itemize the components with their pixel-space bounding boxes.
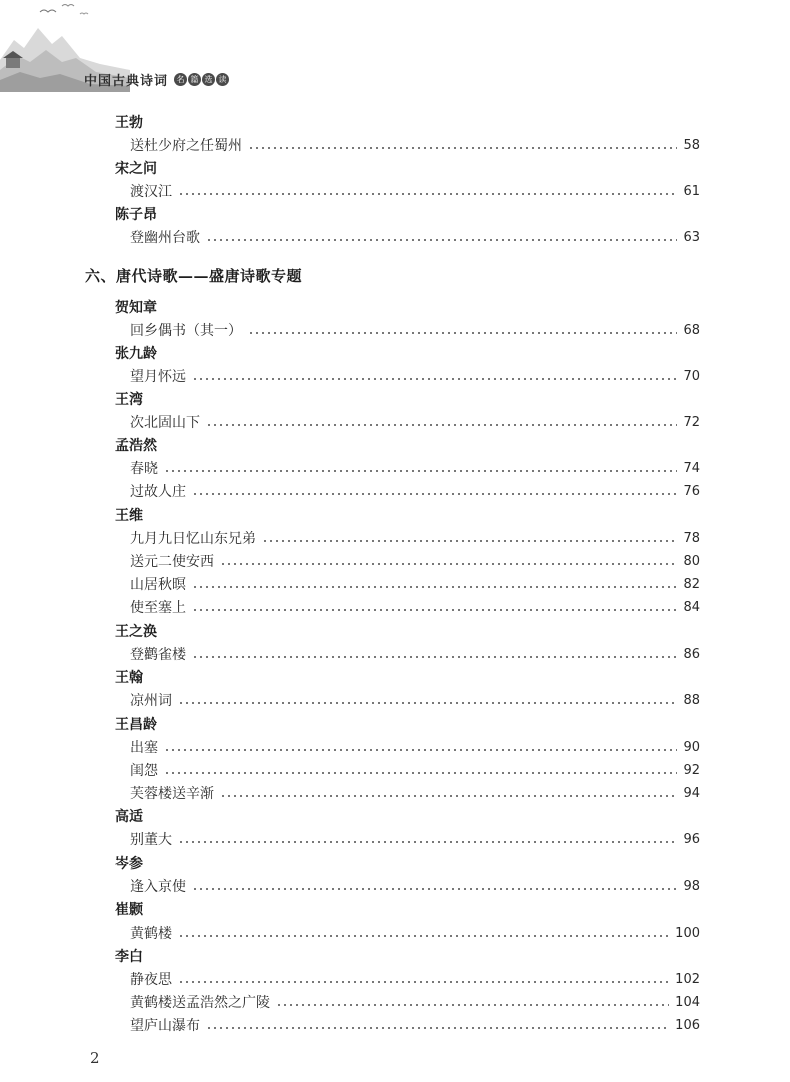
toc-entry-page: 72 — [683, 415, 700, 430]
toc-entry[interactable] — [130, 414, 700, 432]
toc-entry[interactable] — [130, 322, 700, 340]
dot-leader — [178, 702, 677, 704]
seal-char: 选 — [202, 73, 215, 86]
toc-entry-page: 94 — [683, 786, 700, 801]
toc-entry-title: 山居秋暝 — [130, 577, 186, 593]
toc-entry-page: 96 — [683, 832, 700, 847]
toc-entry-page: 76 — [683, 484, 700, 499]
toc-entry-title: 使至塞上 — [130, 600, 186, 616]
toc-entry-title: 黄鹤楼送孟浩然之广陵 — [130, 995, 270, 1011]
toc-entry-title: 闺怨 — [130, 763, 158, 779]
toc-entry-title: 别董大 — [130, 832, 172, 848]
toc-entry[interactable] — [130, 137, 700, 155]
toc-entry-title: 芙蓉楼送辛渐 — [130, 786, 214, 802]
toc-author: 贺知章 — [115, 300, 157, 316]
toc-entry-page: 74 — [683, 461, 700, 476]
toc-author: 王翰 — [115, 670, 143, 686]
dot-leader — [192, 656, 677, 658]
toc-entry[interactable] — [130, 483, 700, 501]
toc-author: 岑参 — [115, 856, 143, 872]
toc-entry-title: 回乡偶书（其一） — [130, 323, 242, 339]
dot-leader — [192, 378, 677, 380]
toc-entry[interactable] — [130, 599, 700, 617]
toc-entry-title: 送杜少府之任蜀州 — [130, 138, 242, 154]
toc-author: 宋之问 — [115, 161, 157, 177]
dot-leader — [276, 1004, 669, 1006]
toc-entry-title: 九月九日忆山东兄弟 — [130, 531, 256, 547]
dot-leader — [178, 841, 677, 843]
toc-entry-page: 63 — [683, 230, 700, 245]
toc-author: 王维 — [115, 508, 143, 524]
toc-entry-title: 静夜思 — [130, 972, 172, 988]
toc-entry-page: 86 — [683, 647, 700, 662]
book-title: 中国古典诗词 — [84, 73, 169, 89]
seal-char: 名 — [174, 73, 187, 86]
toc-entry-page: 100 — [675, 926, 700, 941]
toc-entry-title: 出塞 — [130, 740, 158, 756]
dot-leader — [192, 888, 677, 890]
toc-entry-page: 104 — [675, 995, 700, 1010]
toc-entry-page: 102 — [675, 972, 700, 987]
toc-entry-title: 渡汉江 — [130, 184, 172, 200]
toc-entry[interactable] — [130, 553, 700, 571]
seal-group — [174, 73, 229, 86]
toc-entry-page: 78 — [683, 531, 700, 546]
toc-entry-title: 凉州词 — [130, 693, 172, 709]
toc-author: 高适 — [115, 809, 143, 825]
dot-leader — [164, 772, 677, 774]
toc-entry-title: 黄鹤楼 — [130, 926, 172, 942]
toc-entry-title: 春晓 — [130, 461, 158, 477]
dot-leader — [192, 586, 677, 588]
dot-leader — [178, 981, 669, 983]
toc-entry-page: 80 — [683, 554, 700, 569]
toc-entry[interactable] — [130, 925, 700, 943]
toc-entry-title: 过故人庄 — [130, 484, 186, 500]
toc-author: 王之涣 — [115, 624, 157, 640]
toc-entry-page: 61 — [683, 184, 700, 199]
seal-char: 读 — [216, 73, 229, 86]
toc-entry[interactable] — [130, 785, 700, 803]
toc-entry-page: 92 — [683, 763, 700, 778]
dot-leader — [206, 1027, 669, 1029]
toc-author: 张九龄 — [115, 346, 157, 362]
toc-author: 王勃 — [115, 115, 143, 131]
toc-author: 陈子昂 — [115, 207, 157, 223]
toc-entry-page: 70 — [683, 369, 700, 384]
toc-entry[interactable] — [130, 831, 700, 849]
toc-entry-page: 58 — [683, 138, 700, 153]
toc-entry-title: 送元二使安西 — [130, 554, 214, 570]
toc-entry[interactable] — [130, 530, 700, 548]
dot-leader — [248, 332, 677, 334]
toc-entry[interactable] — [130, 971, 700, 989]
toc-entry[interactable] — [130, 739, 700, 757]
toc-entry-title: 望月怀远 — [130, 369, 186, 385]
page-number: 2 — [90, 1049, 100, 1067]
dot-leader — [192, 609, 677, 611]
dot-leader — [164, 749, 677, 751]
dot-leader — [206, 239, 677, 241]
toc-author: 崔颢 — [115, 902, 143, 918]
dot-leader — [178, 193, 677, 195]
section-heading: 六、唐代诗歌——盛唐诗歌专题 — [85, 267, 303, 285]
toc-entry[interactable] — [130, 460, 700, 478]
toc-entry[interactable] — [130, 229, 700, 247]
toc-author: 王昌龄 — [115, 717, 157, 733]
dot-leader — [164, 470, 677, 472]
toc-entry-page: 88 — [683, 693, 700, 708]
dot-leader — [178, 935, 669, 937]
toc-entry[interactable] — [130, 1017, 700, 1035]
toc-entry[interactable] — [130, 646, 700, 664]
toc-author: 孟浩然 — [115, 438, 157, 454]
dot-leader — [262, 540, 677, 542]
toc-entry[interactable] — [130, 878, 700, 896]
dot-leader — [206, 424, 677, 426]
toc-entry[interactable] — [130, 368, 700, 386]
toc-entry-title: 逢入京使 — [130, 879, 186, 895]
toc-entry-page: 82 — [683, 577, 700, 592]
dot-leader — [248, 147, 677, 149]
toc-entry-title: 登幽州台歌 — [130, 230, 200, 246]
dot-leader — [220, 795, 677, 797]
dot-leader — [220, 563, 677, 565]
toc-entry[interactable] — [130, 762, 700, 780]
running-header — [84, 68, 229, 90]
dot-leader — [192, 493, 677, 495]
toc-entry-page: 68 — [683, 323, 700, 338]
toc-entry[interactable] — [130, 692, 700, 710]
toc-entry[interactable] — [130, 183, 700, 201]
toc-author: 李白 — [115, 949, 143, 965]
toc-entry[interactable] — [130, 994, 700, 1012]
toc-entry[interactable] — [130, 576, 700, 594]
toc-entry-title: 登鹳雀楼 — [130, 647, 186, 663]
toc-entry-page: 98 — [683, 879, 700, 894]
toc-entry-title: 望庐山瀑布 — [130, 1018, 200, 1034]
toc-entry-page: 106 — [675, 1018, 700, 1033]
toc-entry-title: 次北固山下 — [130, 415, 200, 431]
toc-entry-page: 90 — [683, 740, 700, 755]
toc-entry-page: 84 — [683, 600, 700, 615]
toc-author: 王湾 — [115, 392, 143, 408]
seal-char: 篇 — [188, 73, 201, 86]
